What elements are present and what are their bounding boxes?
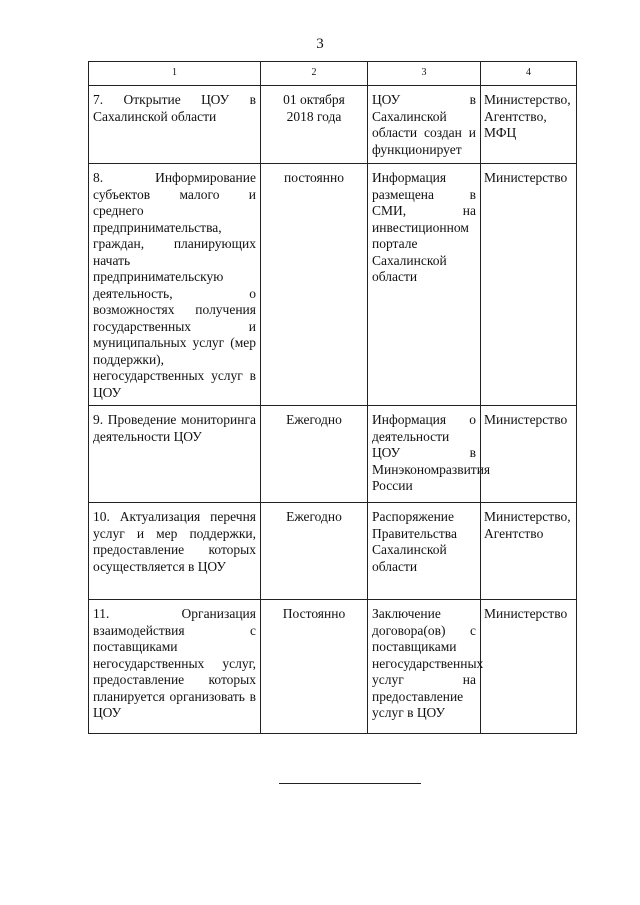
result-cell: Информация о деятельности ЦОУ в Минэкономразвития России (368, 406, 481, 503)
column-header-1: 1 (89, 62, 261, 86)
result-cell: Информация размещена в СМИ, на инвестиционном портале Сахалинской области (368, 164, 481, 406)
task-cell: 10. Актуализация перечня услуг и мер поддержки, предоставление которых осуществляется в ЦОУ (89, 503, 261, 600)
result-cell: Распоряжение Правительства Сахалинской области (368, 503, 481, 600)
deadline-cell: Ежегодно (261, 503, 368, 600)
deadline-cell: Постоянно (261, 600, 368, 734)
table-row (89, 164, 577, 406)
task-cell: 9. Проведение мониторинга деятельности ЦОУ (89, 406, 261, 503)
responsible-cell: Министерство, Агентство (481, 503, 577, 600)
responsible-cell: Министерство (481, 164, 577, 406)
responsible-cell: Министерство (481, 600, 577, 734)
column-header-2: 2 (261, 62, 368, 86)
result-cell: ЦОУ в Сахалинской области создан и функционирует (368, 86, 481, 164)
deadline-cell: постоянно (261, 164, 368, 406)
responsible-cell: Министерство, Агентство, МФЦ (481, 86, 577, 164)
task-cell: 8. Информирование субъектов малого и среднего предпринимательства, граждан, планирующих начать предпринимательскую деятельность, о возможностях получения государственных и муниципальных услуг (мер поддержки), негосударственных услуг в ЦОУ (89, 164, 261, 406)
page-number: 3 (316, 36, 324, 52)
table-row (89, 503, 577, 600)
task-cell: 11. Организация взаимодействия с поставщиками негосударственных услуг, предоставление которых планируется организовать в ЦОУ (89, 600, 261, 734)
task-cell: 7. Открытие ЦОУ в Сахалинской области (89, 86, 261, 164)
action-plan-table (88, 61, 577, 734)
closing-rule (279, 783, 421, 784)
deadline-cell: 01 октября 2018 года (261, 86, 368, 164)
column-header-3: 3 (368, 62, 481, 86)
responsible-cell: Министерство (481, 406, 577, 503)
table-header-row (89, 62, 577, 86)
table-row (89, 600, 577, 734)
table-row (89, 86, 577, 164)
column-header-4: 4 (481, 62, 577, 86)
deadline-cell: Ежегодно (261, 406, 368, 503)
result-cell: Заключение договора(ов) с поставщиками негосударственных услуг на предоставление услуг в ЦОУ (368, 600, 481, 734)
table-row (89, 406, 577, 503)
